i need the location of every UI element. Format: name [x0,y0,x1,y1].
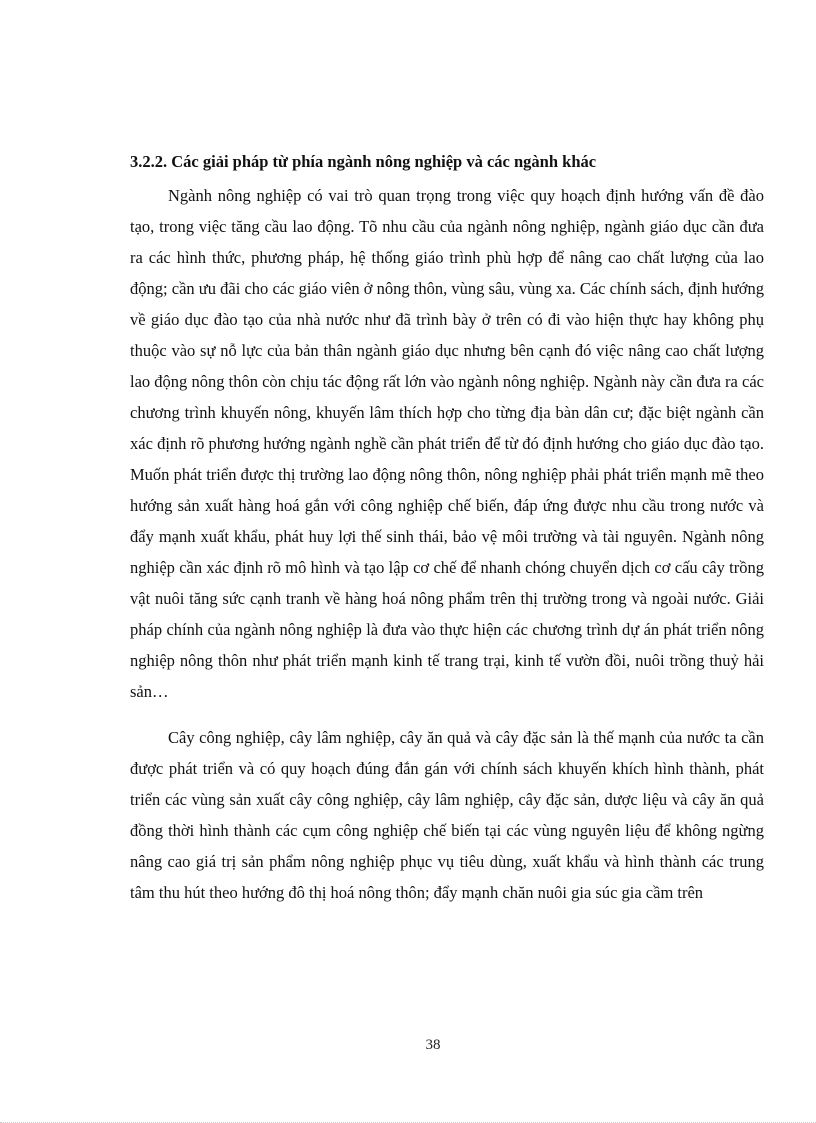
paragraph-agriculture-role: Ngành nông nghiệp có vai trò quan trọng trong việc quy hoạch định hướng vấn đề đào tạo, trong việc tăng cầu lao động. Tõ nhu cầu của ngành nông nghiệp, ngành giáo dục cần đưa ra các hình thức, phương pháp, hệ thống giáo trình phù hợp để nâng cao chất lượng của lao động; cần ưu đãi cho các giáo viên ở nông thôn, vùng sâu, vùng xa. Các chính sách, định hướng về giáo dục đào tạo của nhà nước như đã trình bày ở trên có đi vào hiện thực hay không phụ thuộc vào sự nỗ lực của bản thân ngành giáo dục nhưng bên cạnh đó việc nâng cao chất lượng lao động nông thôn còn chịu tác động rất lớn vào ngành nông nghiệp. Ngành này cần đưa ra các chương trình khuyến nông, khuyến lâm thích hợp cho từng địa bàn dân cư; đặc biệt ngành cần xác định rõ phương hướng ngành nghề cần phát triển để từ đó định hướng cho giáo dục đào tạo. Muốn phát triển được thị trường lao động nông thôn, nông nghiệp phải phát triển mạnh mẽ theo hướng sản xuất hàng hoá gắn với công nghiệp chế biến, đáp ứng được nhu cầu trong nước và đẩy mạnh xuất khẩu, phát huy lợi thế sinh thái, bảo vệ môi trường và tài nguyên. Ngành nông nghiệp cần xác định rõ mô hình và tạo lập cơ chế để nhanh chóng chuyển dịch cơ cấu cây trồng vật nuôi tăng sức cạnh tranh về hàng hoá nông phẩm trên thị trường trong và ngoài nước. Giải pháp chính của ngành nông nghiệp là đưa vào thực hiện các chương trình dự án phát triển nông nghiệp nông thôn như phát triển mạnh kinh tế trang trại, kinh tế vườn đồi, nuôi trồng thuỷ hải sản… [130,186,764,701]
section-heading: 3.2.2. Các giải pháp từ phía ngành nông nghiệp và các ngành khác [130,152,597,171]
paragraph-industrial-crops: Cây công nghiệp, cây lâm nghiệp, cây ăn quả và cây đặc sản là thế mạnh của nước ta cần được phát triển và có quy hoạch đúng đắn gán với chính sách khuyến khích hình thành, phát triển các vùng sản xuất cây công nghiệp, cây lâm nghiệp, cây đặc sản, dược liệu và cây ăn quả đồng thời hình thành các cụm công nghiệp chế biến tại các vùng nguyên liệu để không ngừng nâng cao giá trị sản phẩm nông nghiệp phục vụ tiêu dùng, xuất khẩu và hình thành các trung tâm thu hút theo hướng đô thị hoá nông thôn; đẩy mạnh chăn nuôi gia súc gia cầm trên [130,728,764,902]
page-content [130,150,764,908]
page-number: 38 [425,1037,441,1053]
